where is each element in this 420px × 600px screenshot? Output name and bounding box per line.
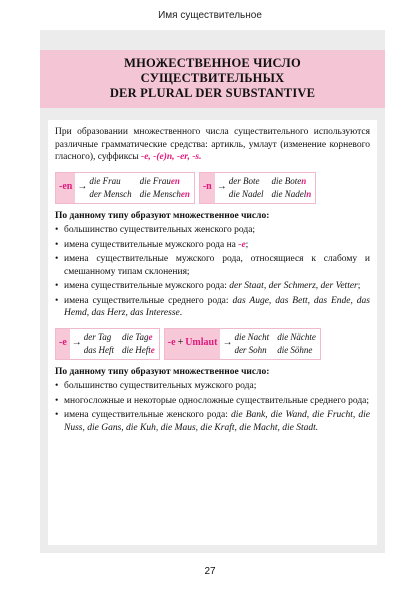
intro-suffixes: -e, -(e)n, -er, -s. — [141, 152, 202, 162]
arrow-icon: → — [216, 181, 227, 193]
title-line-2: СУЩЕСТВИТЕЛЬНЫХ — [140, 71, 285, 85]
suffix-umlaut-tag: -e + Umlaut — [165, 329, 221, 359]
arrow-icon: → — [77, 181, 88, 193]
suffix-n-tag: -n — [200, 173, 215, 203]
list-item: • многосложные и некоторые односложные существительные среднего рода; — [55, 395, 370, 408]
list-item: • большинство существительных мужского рода; — [55, 380, 370, 393]
suffix-umlaut-pairs — [234, 332, 320, 356]
group2-list — [55, 380, 370, 434]
running-header: Имя существительное — [158, 10, 262, 21]
intro-paragraph — [55, 126, 370, 164]
suffix-e-pairs — [84, 332, 159, 356]
group1-lead: По данному типу образуют множественное число: — [55, 210, 270, 221]
group2-examples — [55, 328, 370, 360]
arrow-icon: → — [222, 337, 233, 349]
suffix-en-box — [55, 172, 195, 204]
page-number: 27 — [204, 566, 216, 577]
example-plural: die Menschen — [139, 188, 190, 199]
group2-lead: По данному типу образуют множественное число: — [55, 366, 270, 377]
example-plural: die Söhne — [277, 344, 313, 355]
example-singular: das Heft — [83, 344, 115, 355]
content-body — [48, 120, 377, 545]
suffix-n-pairs — [229, 176, 316, 200]
example-plural: die Boten — [271, 175, 307, 186]
title-banner — [40, 50, 385, 108]
suffix-en-pairs — [89, 176, 193, 200]
list-item: • имена существительные мужского рода на -e; — [55, 239, 370, 252]
example-plural: die Tage — [122, 331, 153, 342]
example-singular: die Nacht — [234, 331, 270, 342]
example-plural: die Nächte — [277, 331, 316, 342]
example-singular: der Bote — [228, 175, 260, 186]
example-singular: die Nadel — [228, 188, 264, 199]
example-plural: die Nadeln — [271, 188, 312, 199]
group1-list — [55, 224, 370, 320]
list-item: • имена существительные мужского рода, относящиеся к слабому и смешанному типам склонения; — [55, 253, 370, 278]
arrow-icon: → — [71, 337, 82, 349]
suffix-umlaut-box — [164, 328, 321, 360]
title-line-3: DER PLURAL DER SUBSTANTIVE — [109, 86, 316, 100]
list-item: • имена существительные мужского рода: der Staat, der Schmerz, der Vetter; — [55, 280, 370, 293]
example-singular: der Tag — [83, 331, 112, 342]
example-plural: die Hefte — [122, 344, 155, 355]
list-item: • имена существительные среднего рода: das Auge, das Bett, das Ende, das Hemd, das Herz, das Interesse. — [55, 295, 370, 320]
list-item: • имена существительные женского рода: die Bank, die Wand, die Frucht, die Nuss, die Gans, die Kuh, die Maus, die Kraft, die Macht, die Stadt. — [55, 409, 370, 434]
example-singular: die Frau — [89, 175, 121, 186]
example-singular: der Sohn — [234, 344, 267, 355]
intro-text: При образовании множественного числа существительного используются различные грамматические средства: артикль, умлаут (изменение корневого гласного), суффиксы — [55, 127, 370, 162]
group1-examples — [55, 172, 370, 204]
suffix-e-tag: -e — [56, 329, 70, 359]
title-line-1: МНОЖЕСТВЕННОЕ ЧИСЛО — [124, 56, 301, 70]
example-plural: die Frauen — [139, 175, 180, 186]
suffix-en-tag: -en — [56, 173, 75, 203]
example-singular: der Mensch — [89, 188, 132, 199]
suffix-n-box — [199, 172, 316, 204]
suffix-e-box — [55, 328, 160, 360]
list-item: • большинство существительных женского рода; — [55, 224, 370, 237]
